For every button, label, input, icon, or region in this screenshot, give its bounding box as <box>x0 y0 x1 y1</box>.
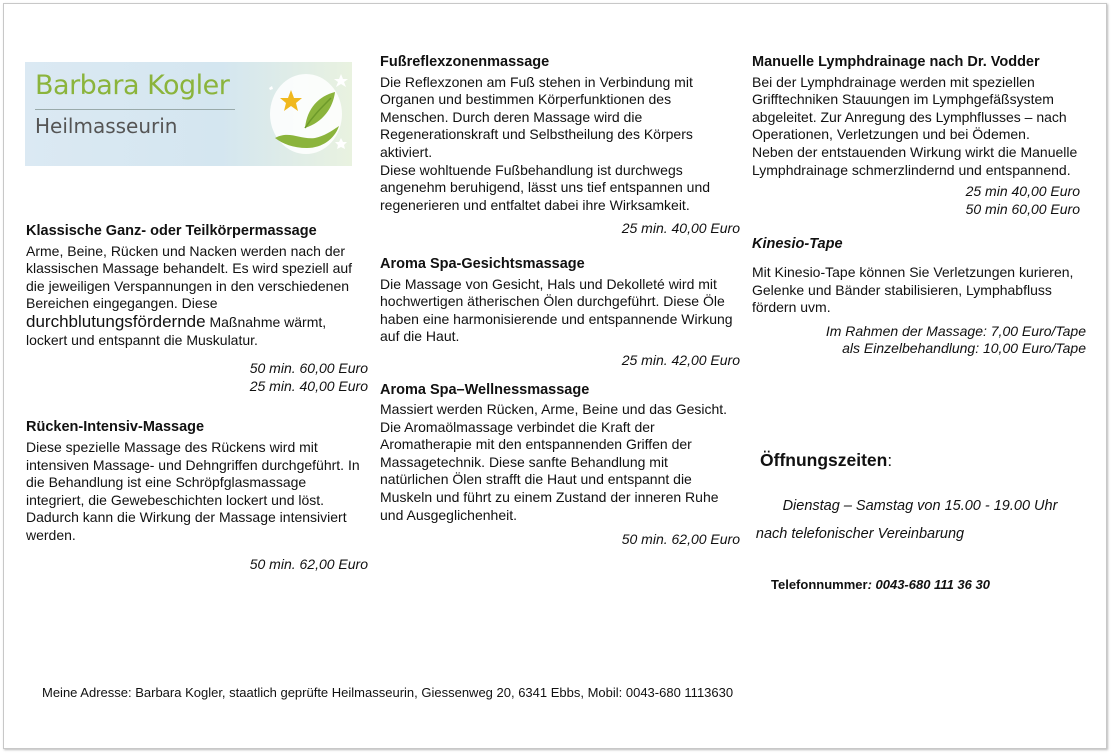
logo <box>25 62 352 166</box>
section-title: Kinesio-Tape <box>752 236 843 253</box>
section-title: Aroma Spa–Wellnessmassage <box>380 381 590 398</box>
section-text: Mit Kinesio-Tape können Sie Verletzungen kurieren, Gelenke und Bänder stabilisieren, Lymphabfluss fördern uvm. <box>752 263 1074 316</box>
price: 25 min. 40,00 Euro <box>249 377 368 394</box>
section-text: Bei der Lymphdrainage werden mit speziellen Grifftechniken Stauungen im Lymphgefäßsystem abgeleitet. Zur Anregung des Lymphflusses – nach Operationen, Verletzungen und bei Ödemen. <box>752 73 1067 143</box>
price: Im Rahmen der Massage: 7,00 Euro/Tape <box>825 322 1086 339</box>
emphasis-text: durchblutungsfördernde <box>26 311 206 331</box>
price: 25 min. 42,00 Euro <box>621 351 740 368</box>
section-text: Massiert werden Rücken, Arme, Beine und das Gesicht. Die Aromaölmassage verbindet die Kraft der Aromatherapie mit den entspannenden Griffen der Massagetechnik. Diese sanfte Behandlung mit natürlichen Ölen strafft die Haut und entspannt die Muskeln und führt zu einem Zustand der inneren Ruhe und Ausgeglichenheit. <box>380 401 728 523</box>
price: 50 min. 62,00 Euro <box>249 555 368 572</box>
section-text: Die Reflexzonen am Fuß stehen in Verbindung mit Organen und bestimmen Körperfunktionen des Menschen. Durch deren Massage wird die Regenerationskraft und Selbstheilung des Körpers aktiviert. <box>380 73 693 160</box>
column-3 <box>752 54 1086 358</box>
price: 25 min 40,00 Euro <box>965 183 1080 200</box>
opening-hours-line: Dienstag – Samstag von 15.00 - 19.00 Uhr <box>782 498 1058 514</box>
phone-number: Telefonnummer: 0043-680 111 36 30 <box>771 577 990 592</box>
section-title: Rücken-Intensiv-Massage <box>26 419 205 436</box>
logo-divider <box>35 109 235 110</box>
hand-leaf-logo-icon <box>261 68 351 160</box>
section-title: Fußreflexzonenmassage <box>380 54 550 70</box>
opening-hours-title: Öffnungszeiten <box>760 450 888 470</box>
price: 50 min 60,00 Euro <box>965 200 1080 217</box>
price: 50 min. 62,00 Euro <box>621 531 740 548</box>
section-text: Die Massage von Gesicht, Hals und Dekolleté wird mit hochwertigen ätherischen Ölen durchgeführt. Diese Öle haben eine harmonisierende und entspannende Wirkung auf die Haut. <box>380 275 733 345</box>
opening-hours: Öffnungszeiten: <box>760 450 893 470</box>
column-1 <box>26 223 368 573</box>
footer-address: Meine Adresse: Barbara Kogler, staatlich geprüfte Heilmasseurin, Giessenweg 20, 6341 Ebbs, Mobil: 0043-680 1113630 <box>42 685 734 700</box>
section-text: Diese spezielle Massage des Rückens wird mit intensiven Massage- und Dehngriffen durchgeführt. In die Behandlung ist eine Schröpfglasmassage integriert, die Gewebeschichten lockert und löst. Dadurch kann die Wirkung der Massage intensiviert werden. <box>26 438 360 543</box>
opening-hours-note: nach telefonischer Vereinbarung <box>755 526 965 542</box>
price: 50 min. 60,00 Euro <box>249 360 368 377</box>
section-text: Diese wohltuende Fußbehandlung ist durchwegs angenehm beruhigend, lässt uns tief entspannen und regenerieren und entfaltet dabei ihre Wirksamkeit. <box>380 161 711 213</box>
logo-subtitle: Heilmasseurin <box>35 114 178 138</box>
price: als Einzelbehandlung: 10,00 Euro/Tape <box>842 340 1086 357</box>
section-text: Arme, Beine, Rücken und Nacken werden nach der klassischen Massage behandelt. Es wird speziell auf die jeweiligen Verspannungen in den verschiedenen Bereichen eingegangen. Diese durchblutungsfördernde Maßnahme wärmt, lockert und entspannt die Muskulatur. <box>26 242 353 348</box>
price: 25 min. 40,00 Euro <box>621 220 740 237</box>
column-2 <box>380 54 740 549</box>
section-title: Aroma Spa-Gesichtsmassage <box>380 255 585 272</box>
logo-name: Barbara Kogler <box>35 70 230 101</box>
section-title: Manuelle Lymphdrainage nach Dr. Vodder <box>752 54 1040 70</box>
section-title: Klassische Ganz- oder Teilkörpermassage <box>26 223 317 239</box>
section-text: Neben der entstauenden Wirkung wirkt die Manuelle Lymphdrainage schmerzlindernd und entspannend. <box>752 143 1078 178</box>
